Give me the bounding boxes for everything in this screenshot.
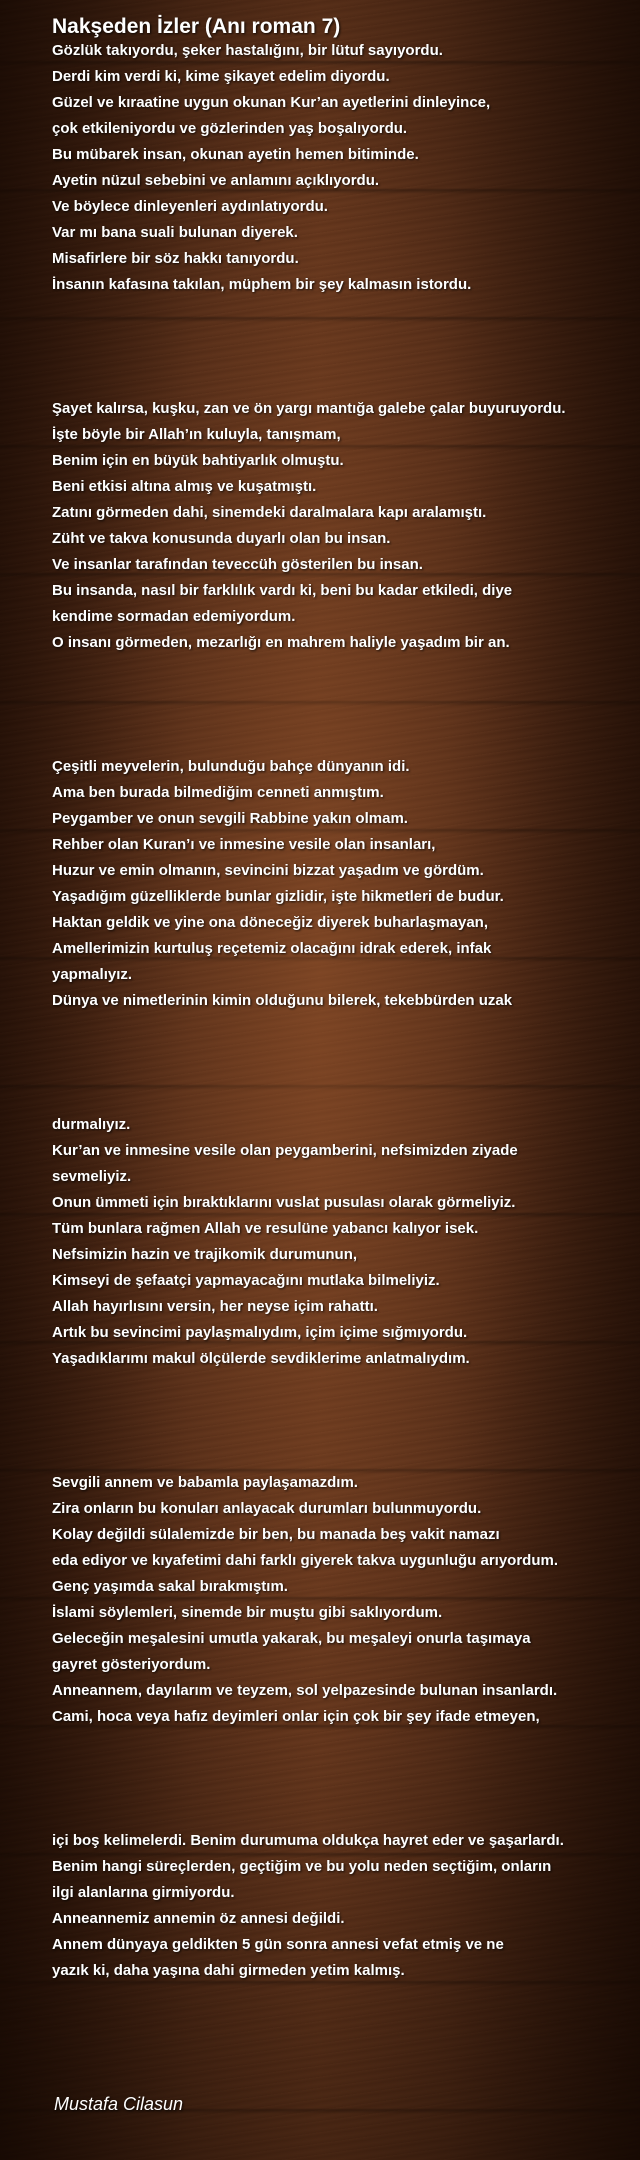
poem-line: Ama ben burada bilmediğim cenneti anmıştım. — [52, 784, 384, 801]
poem-line: Amellerimizin kurtuluş reçetemiz olacağını idrak ederek, infak — [52, 940, 492, 957]
poem-line: Huzur ve emin olmanın, sevincini bizzat yaşadım ve gördüm. — [52, 862, 484, 879]
poem-line: O insanı görmeden, mezarlığı en mahrem haliyle yaşadım bir an. — [52, 634, 510, 651]
author-name: Mustafa Cilasun — [54, 2094, 184, 2114]
poem-line: Derdi kim verdi ki, kime şikayet edelim diyordu. — [52, 68, 390, 85]
stanza-4 — [52, 1112, 622, 1372]
poem-line: yazık ki, daha yaşına dahi girmeden yetim kalmış. — [52, 1962, 405, 1979]
stanza-3 — [52, 754, 622, 1014]
poem-line: Yaşadıklarımı makul ölçülerde sevdiklerime anlatmalıydım. — [52, 1350, 470, 1367]
poem-line: Benim için en büyük bahtiyarlık olmuştu. — [52, 452, 344, 469]
poem-line: İslami söylemleri, sinemde bir muştu gibi saklıyordum. — [52, 1604, 443, 1621]
poem-line: Cami, hoca veya hafız deyimleri onlar için çok bir şey ifade etmeyen, — [52, 1708, 540, 1725]
poem-line: İşte böyle bir Allah’ın kuluyla, tanışmam, — [52, 426, 341, 443]
poem-line: Rehber olan Kuran’ı ve inmesine vesile olan insanları, — [52, 836, 436, 853]
poem-line: Çeşitli meyvelerin, bulunduğu bahçe dünyanın idi. — [52, 758, 410, 775]
poem-line: kendime sormadan edemiyordum. — [52, 608, 296, 625]
poem-line: çok etkileniyordu ve gözlerinden yaş boşalıyordu. — [52, 120, 408, 137]
poem-line: Geleceğin meşalesini umutla yakarak, bu meşaleyi onurla taşımaya — [52, 1630, 531, 1647]
poem-line: sevmeliyiz. — [52, 1168, 132, 1185]
poem-line: Annem dünyaya geldikten 5 gün sonra annesi vefat etmiş ve ne — [52, 1936, 504, 1953]
poem-line: Yaşadığım güzelliklerde bunlar gizlidir, işte hikmetleri de budur. — [52, 888, 504, 905]
poem-line: Peygamber ve onun sevgili Rabbine yakın olmam. — [52, 810, 408, 827]
poem-line: Zatını görmeden dahi, sinemdeki daralmalara kapı aralamıştı. — [52, 504, 487, 521]
poem-line: Onun ümmeti için bıraktıklarını vuslat pusulası olarak görmeliyiz. — [52, 1194, 516, 1211]
stanza-5 — [52, 1470, 622, 1730]
poem-line: Şayet kalırsa, kuşku, zan ve ön yargı mantığa galebe çalar buyuruyordu. — [52, 400, 566, 417]
poem-line: ilgi alanlarına girmiyordu. — [52, 1884, 235, 1901]
poem-line: Var mı bana suali bulunan diyerek. — [52, 224, 298, 241]
poem-line: Bu insanda, nasıl bir farklılık vardı ki, beni bu kadar etkiledi, diye — [52, 582, 513, 599]
poem-title: Nakşeden İzler (Anı roman 7) — [52, 15, 341, 38]
poem-line: Kolay değildi sülalemizde bir ben, bu manada beş vakit namazı — [52, 1526, 500, 1543]
poem-line: Ve böylece dinleyenleri aydınlatıyordu. — [52, 198, 328, 215]
stanza-2 — [52, 396, 622, 656]
poem-line: içi boş kelimelerdi. Benim durumuma oldukça hayret eder ve şaşarlardı. — [52, 1832, 564, 1849]
poem-line: Kimseyi de şefaatçi yapmayacağını mutlaka bilmeliyiz. — [52, 1272, 440, 1289]
poem-line: Bu mübarek insan, okunan ayetin hemen bitiminde. — [52, 146, 419, 163]
poem-line: Güzel ve kıraatine uygun okunan Kur’an ayetlerini dinleyince, — [52, 94, 491, 111]
poem-line: Ve insanlar tarafından teveccüh gösterilen bu insan. — [52, 556, 423, 573]
poem-line: durmalıyız. — [52, 1116, 131, 1133]
stanza-1 — [52, 38, 622, 298]
poem-line: Benim hangi süreçlerden, geçtiğim ve bu yolu neden seçtiğim, onların — [52, 1858, 552, 1875]
poem-line: Ayetin nüzul sebebini ve anlamını açıklıyordu. — [52, 172, 380, 189]
poem-line: Allah hayırlısını versin, her neyse içim rahattı. — [52, 1298, 378, 1315]
poem-line: Artık bu sevincimi paylaşmalıydım, içim içime sığmıyordu. — [52, 1324, 468, 1341]
poem-line: Dünya ve nimetlerinin kimin olduğunu bilerek, tekebbürden uzak — [52, 992, 513, 1009]
poem-line: eda ediyor ve kıyafetimi dahi farklı giyerek takva uygunluğu arıyordum. — [52, 1552, 559, 1569]
poem-line: İnsanın kafasına takılan, müphem bir şey kalmasın istordu. — [52, 276, 472, 293]
poem-line: yapmalıyız. — [52, 966, 133, 983]
poem-line: gayret gösteriyordum. — [52, 1656, 211, 1673]
poem-line: Genç yaşımda sakal bırakmıştım. — [52, 1578, 288, 1595]
poem-line: Haktan geldik ve yine ona döneceğiz diyerek buharlaşmayan, — [52, 914, 488, 931]
poem-line: Nefsimizin hazin ve trajikomik durumunun, — [52, 1246, 358, 1263]
poem-line: Anneannem, dayılarım ve teyzem, sol yelpazesinde bulunan insanlardı. — [52, 1682, 558, 1699]
poem-line: Sevgili annem ve babamla paylaşamazdım. — [52, 1474, 358, 1491]
poem-line: Kur’an ve inmesine vesile olan peygamberini, nefsimizden ziyade — [52, 1142, 518, 1159]
poem-line: Misafirlere bir söz hakkı tanıyordu. — [52, 250, 299, 267]
stanza-6 — [52, 1828, 622, 1984]
poem-line: Zira onların bu konuları anlayacak durumları bulunmuyordu. — [52, 1500, 482, 1517]
poem-line: Beni etkisi altına almış ve kuşatmıştı. — [52, 478, 317, 495]
poem-line: Gözlük takıyordu, şeker hastalığını, bir lütuf sayıyordu. — [52, 42, 443, 59]
poem-line: Züht ve takva konusunda duyarlı olan bu insan. — [52, 530, 391, 547]
poem-line: Tüm bunlara rağmen Allah ve resulüne yabancı kalıyor isek. — [52, 1220, 479, 1237]
poem-line: Anneannemiz annemin öz annesi değildi. — [52, 1910, 345, 1927]
